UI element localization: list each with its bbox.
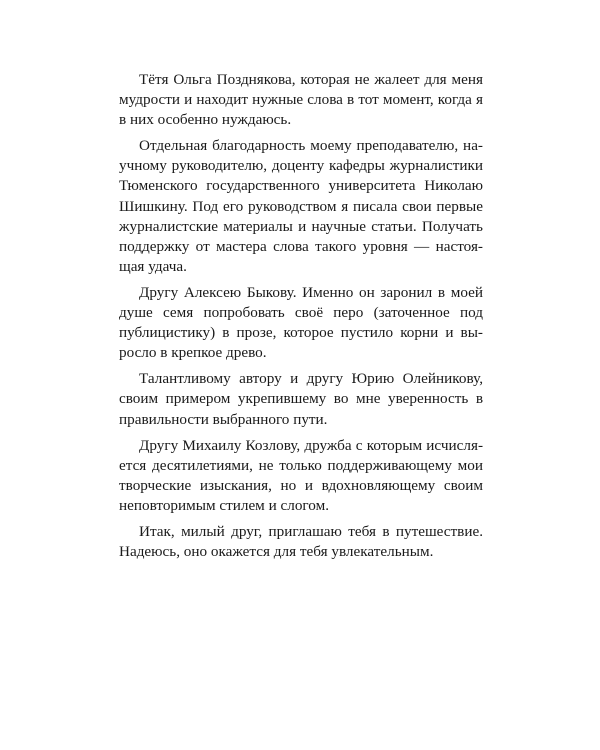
text-line: Другу Алексею Быкову. Именно он заронил в моей bbox=[139, 283, 483, 301]
text-line: журналистские материалы и научные статьи. Получать bbox=[119, 217, 483, 235]
text-line: Надеюсь, оно окажется для тебя увлекательным. bbox=[119, 543, 434, 561]
paragraph-2 bbox=[99, 136, 483, 277]
text-line: щая удача. bbox=[119, 257, 187, 275]
text-line: творческие изыскания, но и вдохновляющему своим bbox=[119, 476, 483, 494]
text-line: учному руководителю, доценту кафедры журналистики bbox=[119, 157, 483, 175]
text-line: неповторимым стилем и слогом. bbox=[119, 496, 329, 514]
text-line: Другу Михаилу Козлову, дружба с которым исчисля- bbox=[139, 436, 483, 454]
paragraph-6 bbox=[99, 522, 483, 562]
text-line: Тётя Ольга Позднякова, которая не жалеет для меня bbox=[139, 71, 483, 88]
text-line: своим примером укрепившему во мне уверенность в bbox=[119, 390, 483, 408]
text-line: Тюменского государственного университета Николаю bbox=[119, 177, 483, 195]
paragraph-5 bbox=[99, 436, 483, 516]
body-text bbox=[99, 70, 483, 568]
text-line: поддержку от мастера слова такого уровня — настоя- bbox=[119, 237, 483, 255]
text-line: Итак, милый друг, приглашаю тебя в путешествие. bbox=[139, 522, 483, 540]
text-line: душе семя попробовать своё перо (заточенное под bbox=[119, 304, 483, 322]
text-line: Отдельная благодарность моему преподавателю, на- bbox=[139, 137, 483, 155]
paragraph-4 bbox=[99, 369, 483, 429]
text-line: росло в крепкое древо. bbox=[119, 344, 267, 362]
text-line: ется десятилетиями, не только поддерживающему мои bbox=[119, 456, 483, 474]
text-line: Шишкину. Под его руководством я писала свои первые bbox=[119, 197, 483, 215]
paragraph-3 bbox=[99, 283, 483, 363]
text-line: правильности выбранного пути. bbox=[119, 410, 328, 428]
text-line: в них особенно нуждаюсь. bbox=[119, 111, 292, 129]
text-line: Талантливому автору и другу Юрию Олейникову, bbox=[139, 370, 483, 388]
text-line: мудрости и находит нужные слова в тот момент, когда я bbox=[119, 91, 483, 109]
paragraph-1 bbox=[99, 70, 483, 130]
text-line: публицистику) в прозе, которое пустило корни и вы- bbox=[119, 324, 483, 342]
